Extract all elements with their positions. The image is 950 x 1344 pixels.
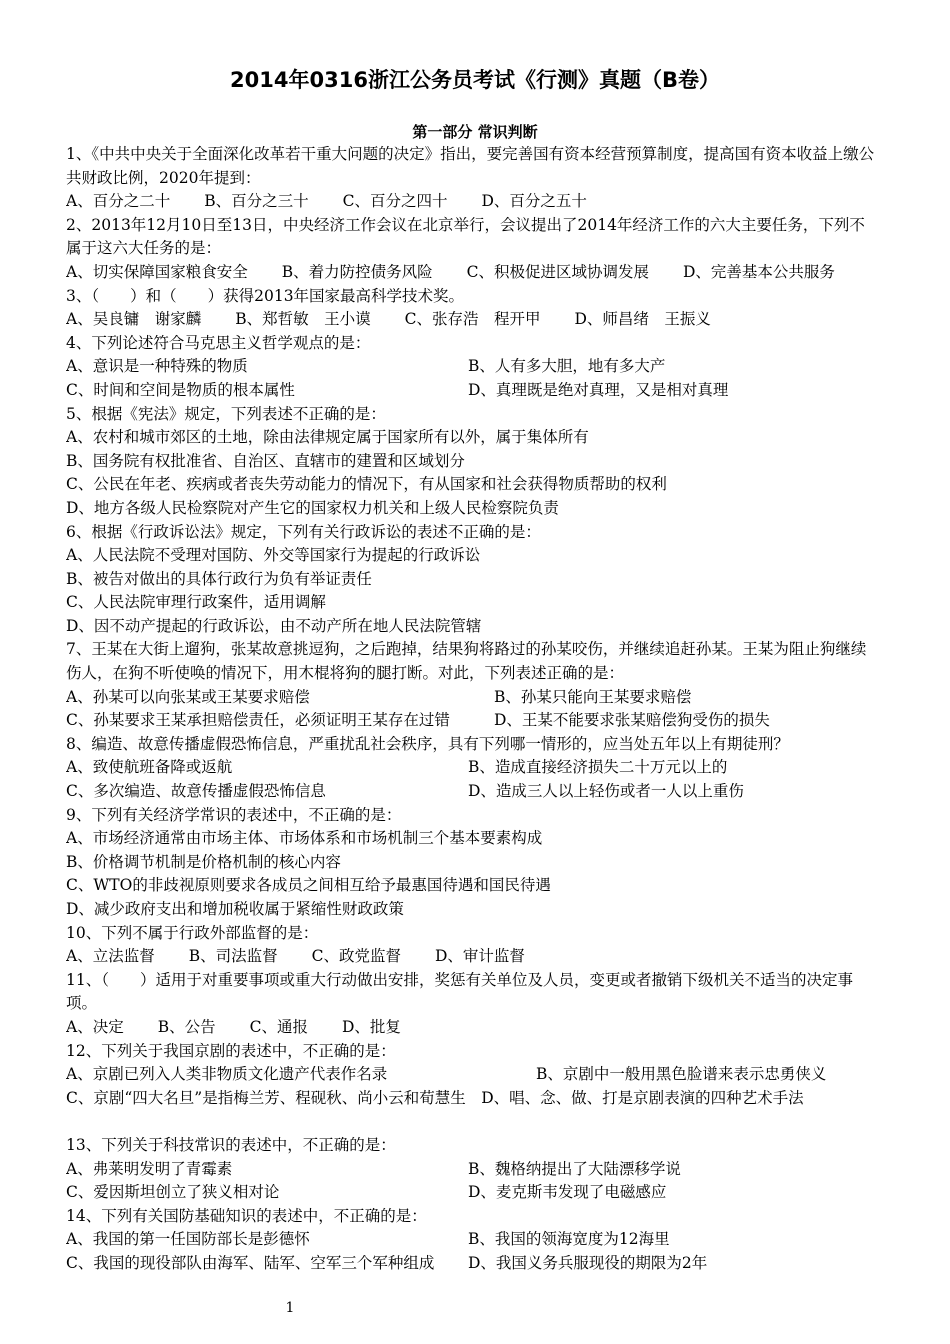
option: C、时间和空间是物质的根本属性: [66, 380, 295, 399]
options-7-row1: [66, 686, 880, 710]
document-title: 2014年0316浙江公务员考试《行测》真题（B卷）: [230, 68, 720, 92]
options-11: [66, 1016, 880, 1040]
question-3: 3、（ ）和（ ）获得2013年国家最高科学技术奖。: [66, 286, 465, 305]
option: C、人民法院审理行政案件，适用调解: [66, 593, 326, 612]
options-4-row2: [66, 379, 880, 403]
option: D、完善基本公共服务: [682, 262, 835, 281]
question-1: 1、《中共中央关于全面深化改革若干重大问题的决定》指出，要完善国有资本经营预算制度，提高国有资本收益上缴公共财政比例，2020年提到：: [66, 145, 875, 187]
option: A、孙某可以向张某或王某要求赔偿: [66, 687, 310, 706]
option: C、爱因斯坦创立了狭义相对论: [66, 1183, 280, 1202]
option: B、孙某只能向王某要求赔偿: [494, 687, 692, 706]
option: B、公告: [157, 1017, 216, 1036]
option: A、我国的第一任国防部长是彭德怀: [66, 1230, 310, 1249]
option: A、弗莱明发明了青霉素: [66, 1159, 233, 1178]
option: A、人民法院不受理对国防、外交等国家行为提起的行政诉讼: [66, 546, 481, 565]
option: D、麦克斯韦发现了电磁感应: [468, 1183, 667, 1202]
option: C、政党监督: [311, 947, 401, 966]
option: B、魏格纳提出了大陆漂移学说: [468, 1159, 681, 1178]
option: C、百分之四十: [342, 192, 448, 211]
options-13-row2: [66, 1181, 880, 1205]
page-number: 1: [285, 1300, 295, 1316]
option: A、立法监督: [66, 947, 155, 966]
option: D、我国义务兵服现役的期限为2年: [468, 1253, 708, 1272]
question-10: 10、下列不属于行政外部监督的是：: [66, 923, 319, 942]
question-5: 5、根据《宪法》规定，下列表述不正确的是：: [66, 404, 386, 423]
option: B、郑哲敏 王小谟: [235, 310, 371, 329]
question-7: 7、王某在大街上遛狗，张某故意挑逗狗，之后跑掉，结果狗将路过的孙某咬伤，并继续追赶孙某。王某为阻止狗继续伤人，在狗不听使唤的情况下，用木棍将狗的腿打断。对此，下列表述正确的是：: [66, 640, 867, 683]
option: B、我国的领海宽度为12海里: [468, 1230, 670, 1249]
options-1: [66, 190, 880, 214]
option: B、国务院有权批准省、自治区、直辖市的建置和区域划分: [66, 451, 465, 470]
options-12-row1: [66, 1063, 880, 1087]
option: B、人有多大胆，地有多大产: [468, 357, 666, 376]
option: A、市场经济通常由市场主体、市场体系和市场机制三个基本要素构成: [66, 829, 543, 848]
question-6: 6、根据《行政诉讼法》规定，下列有关行政诉讼的表述不正确的是：: [66, 522, 541, 541]
question-9: 9、下列有关经济学常识的表述中，不正确的是：: [66, 805, 402, 824]
option: B、被告对做出的具体行政行为负有举证责任: [66, 569, 372, 588]
option: C、通报: [249, 1017, 308, 1036]
option: B、造成直接经济损失二十万元以上的: [468, 758, 728, 777]
question-12: 12、下列关于我国京剧的表述中，不正确的是：: [66, 1041, 396, 1060]
options-12-row2: [66, 1087, 880, 1134]
options-10: [66, 945, 880, 969]
question-11: 11、（ ）适用于对重要事项或重大行动做出安排，奖惩有关单位及人员，变更或者撤销下级机关不适当的决定事项。: [66, 970, 853, 1013]
option: D、批复: [341, 1017, 401, 1036]
options-14-row1: [66, 1228, 880, 1252]
option: D、因不动产提起的行政诉讼，由不动产所在地人民法院管辖: [66, 616, 482, 635]
question-2: 2、2013年12月10日至13日，中央经济工作会议在北京举行，会议提出了2014年经济工作的六大主要任务，下列不属于这六大任务的是：: [66, 215, 865, 258]
option: A、致使航班备降或返航: [66, 758, 233, 777]
options-2: [66, 261, 880, 285]
option: B、着力防控债务风险: [281, 262, 433, 281]
options-14-row2: [66, 1252, 880, 1276]
option: A、决定: [66, 1017, 124, 1036]
option: B、京剧中一般用黑色脸谱来表示忠勇侠义: [536, 1065, 827, 1084]
option: C、多次编造、故意传播虚假恐怖信息: [66, 782, 326, 801]
question-14: 14、下列有关国防基础知识的表述中，不正确的是：: [66, 1206, 427, 1225]
option: C、孙某要求王某承担赔偿责任，必须证明王某存在过错: [66, 711, 450, 730]
options-7-row2: [66, 709, 880, 733]
option: B、百分之三十: [204, 192, 309, 211]
option: D、减少政府支出和增加税收属于紧缩性财政政策: [66, 900, 404, 918]
options-13-row1: [66, 1158, 880, 1182]
option: A、农村和城市郊区的土地，除由法律规定属于国家所有以外，属于集体所有: [66, 428, 589, 447]
option: D、王某不能要求张某赔偿狗受伤的损失: [494, 711, 770, 730]
option: D、师昌绪 王振义: [574, 310, 711, 329]
question-8: 8、编造、故意传播虚假恐怖信息，严重扰乱社会秩序，具有下列哪一情形的，应当处五年以上有期徒刑？: [66, 734, 789, 753]
option: C、张存浩 程开甲: [404, 310, 541, 329]
option: C、京剧“四大名旦”是指梅兰芳、程砚秋、尚小云和荀慧生: [66, 1088, 466, 1107]
option: B、司法监督: [188, 947, 278, 966]
option: A、意识是一种特殊的物质: [66, 357, 248, 376]
option: D、百分之五十: [481, 192, 587, 211]
option: D、真理既是绝对真理，又是相对真理: [468, 380, 729, 399]
option: A、切实保障国家粮食安全: [66, 262, 248, 281]
section-heading: 第一部分 常识判断: [412, 123, 538, 141]
option: A、京剧已列入人类非物质文化遗产代表作名录: [66, 1065, 388, 1084]
option: D、审计监督: [434, 947, 525, 966]
option: C、我国的现役部队由海军、陆军、空军三个军种组成: [66, 1253, 435, 1272]
options-3: [66, 308, 880, 332]
question-13: 13、下列关于科技常识的表述中，不正确的是：: [66, 1135, 396, 1154]
option: D、造成三人以上轻伤或者一人以上重伤: [468, 782, 744, 801]
option: C、公民在年老、疾病或者丧失劳动能力的情况下，有从国家和社会获得物质帮助的权利: [66, 475, 667, 494]
question-list: [66, 143, 880, 1276]
option: D、唱、念、做、打是京剧表演的四种艺术手法: [481, 1088, 804, 1107]
options-8-row1: [66, 756, 880, 780]
options-4-row1: [66, 355, 880, 379]
option: B、价格调节机制是价格机制的核心内容: [66, 852, 341, 871]
option: C、积极促进区域协调发展: [466, 262, 649, 281]
question-4: 4、下列论述符合马克思主义哲学观点的是：: [66, 333, 371, 352]
options-8-row2: [66, 780, 880, 804]
option: C、WTO的非歧视原则要求各成员之间相互给予最惠国待遇和国民待遇: [66, 876, 551, 895]
option: D、地方各级人民检察院对产生它的国家权力机关和上级人民检察院负责: [66, 498, 559, 517]
option: A、百分之二十: [66, 192, 171, 211]
option: A、吴良镛 谢家麟: [66, 310, 202, 329]
